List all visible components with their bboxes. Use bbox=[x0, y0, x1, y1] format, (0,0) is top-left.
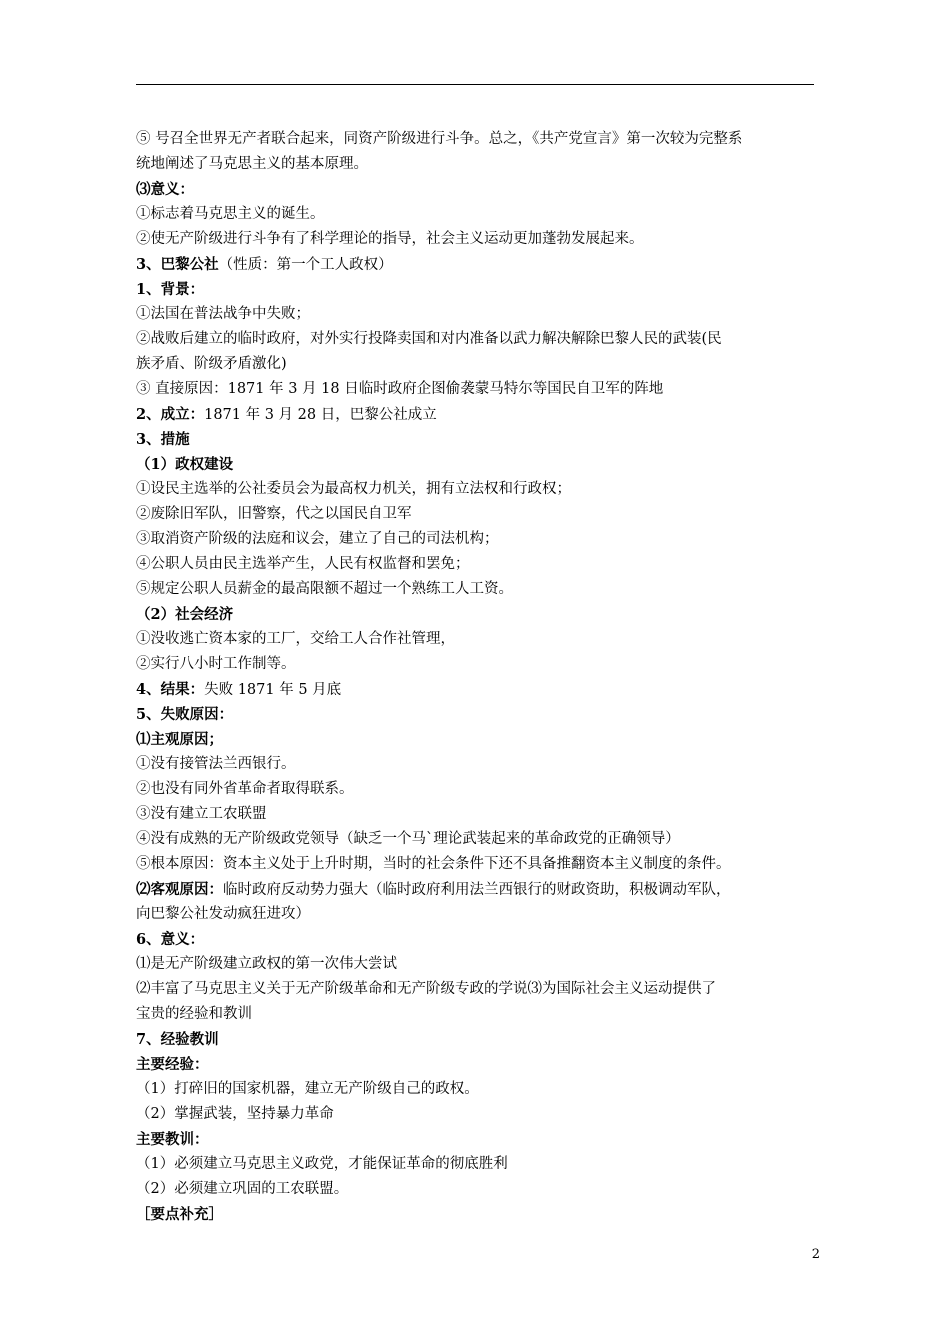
text-line: ③取消资产阶级的法庭和议会，建立了自己的司法机构； bbox=[136, 531, 499, 547]
heading-note: 1871 年 3 月 28 日，巴黎公社成立 bbox=[204, 407, 437, 423]
section-heading bbox=[136, 252, 816, 277]
subsection-heading: 主要教训： bbox=[136, 1131, 209, 1148]
text-line: ④公职人员由民主选举产生，人民有权监督和罢免； bbox=[136, 556, 470, 572]
subsection-heading bbox=[136, 877, 816, 902]
subsection-heading: （1）政权建设 bbox=[136, 456, 234, 473]
heading-note: 失败 1871 年 5 月底 bbox=[204, 682, 342, 698]
text-line: ⑴是无产阶级建立政权的第一次伟大尝试 bbox=[136, 956, 397, 972]
document-body bbox=[136, 127, 816, 1227]
heading-bold: ⑵客观原因： bbox=[136, 881, 223, 898]
section-heading: ⑶意义： bbox=[136, 181, 194, 198]
text-line: ②实行八小时工作制等。 bbox=[136, 656, 296, 672]
text-line: ④没有成熟的无产阶级政党领导（缺乏一个马`理论武装起来的革命政党的正确领导） bbox=[136, 831, 680, 847]
text-line: ⑤根本原因：资本主义处于上升时期，当时的社会条件下还不具备推翻资本主义制度的条件。 bbox=[136, 856, 731, 872]
text-line: ⑵丰富了马克思主义关于无产阶级革命和无产阶级专政的学说⑶为国际社会主义运动提供了 bbox=[136, 981, 716, 997]
text-line: ③没有建立工农联盟 bbox=[136, 806, 267, 822]
heading-note: （性质：第一个工人政权） bbox=[218, 257, 393, 273]
text-line: ③ 直接原因：1871 年 3 月 18 日临时政府企图偷袭蒙马特尔等国民自卫军的阵地 bbox=[136, 381, 664, 397]
text-line: 统地阐述了马克思主义的基本原理。 bbox=[136, 156, 368, 172]
heading-bold: 3、巴黎公社 bbox=[136, 256, 219, 273]
heading-note: 临时政府反动势力强大（临时政府利用法兰西银行的财政资助，积极调动军队， bbox=[223, 882, 731, 898]
subsection-heading: 主要经验： bbox=[136, 1056, 209, 1073]
section-heading: ［要点补充］ bbox=[136, 1206, 223, 1223]
subsection-heading: （2）社会经济 bbox=[136, 606, 234, 623]
text-line: （1）打碎旧的国家机器，建立无产阶级自己的政权。 bbox=[136, 1081, 479, 1097]
text-line: （2）掌握武装，坚持暴力革命 bbox=[136, 1106, 334, 1122]
header-rule bbox=[136, 84, 814, 85]
text-line: ①没收逃亡资本家的工厂，交给工人合作社管理， bbox=[136, 631, 455, 647]
section-heading bbox=[136, 677, 816, 702]
text-line: ②废除旧军队，旧警察，代之以国民自卫军 bbox=[136, 506, 412, 522]
section-heading: 3、措施 bbox=[136, 431, 190, 448]
text-line: ②也没有同外省革命者取得联系。 bbox=[136, 781, 354, 797]
heading-bold: 2、成立： bbox=[136, 406, 205, 423]
text-line: ①设民主选举的公社委员会为最高权力机关，拥有立法权和行政权； bbox=[136, 481, 571, 497]
subsection-heading: ⑴主观原因； bbox=[136, 731, 223, 748]
text-line: 向巴黎公社发动疯狂进攻） bbox=[136, 906, 310, 922]
text-line: （2）必须建立巩固的工农联盟。 bbox=[136, 1181, 349, 1197]
section-heading: 7、经验教训 bbox=[136, 1031, 219, 1048]
page-number: 2 bbox=[811, 1247, 820, 1262]
text-line: ②使无产阶级进行斗争有了科学理论的指导，社会主义运动更加蓬勃发展起来。 bbox=[136, 231, 644, 247]
text-line: ⑤规定公职人员薪金的最高限额不超过一个熟练工人工资。 bbox=[136, 581, 513, 597]
section-heading: 5、失败原因： bbox=[136, 706, 234, 723]
section-heading: 6、意义： bbox=[136, 931, 205, 948]
text-line: ①标志着马克思主义的诞生。 bbox=[136, 206, 325, 222]
text-line: ①法国在普法战争中失败； bbox=[136, 306, 310, 322]
section-heading bbox=[136, 402, 816, 427]
section-heading: 1、背景： bbox=[136, 281, 205, 298]
text-line: 族矛盾、阶级矛盾激化) bbox=[136, 356, 287, 372]
text-line: 宝贵的经验和教训 bbox=[136, 1006, 252, 1022]
text-line: （1）必须建立马克思主义政党，才能保证革命的彻底胜利 bbox=[136, 1156, 508, 1172]
text-line: ⑤ 号召全世界无产者联合起来，同资产阶级进行斗争。总之，《共产党宣言》第一次较为完整系 bbox=[136, 131, 743, 147]
text-line: ①没有接管法兰西银行。 bbox=[136, 756, 296, 772]
text-line: ②战败后建立的临时政府，对外实行投降卖国和对内准备以武力解决解除巴黎人民的武装(民 bbox=[136, 331, 722, 347]
heading-bold: 4、结果： bbox=[136, 681, 205, 698]
